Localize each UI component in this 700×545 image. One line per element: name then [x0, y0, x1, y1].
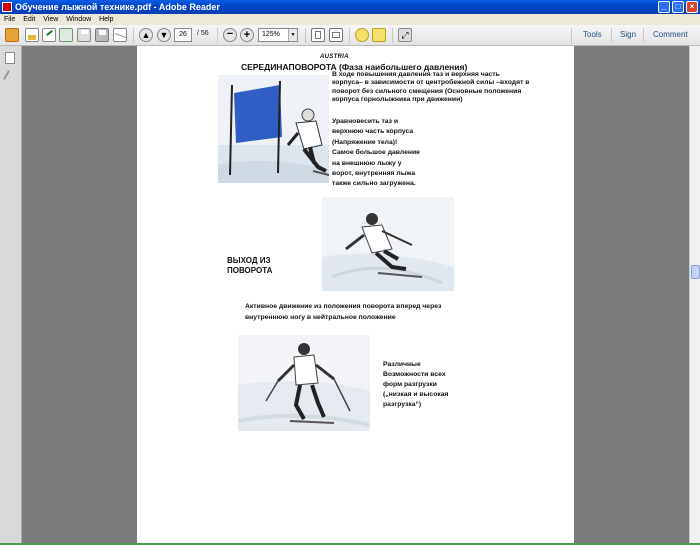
- skier-gate-photo: [218, 75, 329, 183]
- toolbar-separator: [611, 28, 612, 43]
- page-total: / 56: [197, 30, 209, 37]
- austria-logo-text: AUSTRIA: [320, 54, 349, 60]
- toolbar: [0, 25, 700, 46]
- attachments-icon[interactable]: [3, 70, 17, 84]
- zoom-out-icon[interactable]: −: [223, 28, 237, 42]
- toolbar-separator: [305, 28, 306, 43]
- app-icon: [2, 2, 12, 12]
- pdf-page: [137, 46, 574, 543]
- fit-page-icon[interactable]: [311, 28, 325, 42]
- zoom-in-icon[interactable]: +: [240, 28, 254, 42]
- highlight-icon[interactable]: [372, 28, 386, 42]
- window-title: Обучение лыжной технике.pdf - Adobe Reader: [15, 2, 220, 12]
- document-area: [22, 46, 689, 543]
- title-bar: [0, 0, 700, 14]
- scrollbar-thumb[interactable]: [691, 265, 700, 279]
- toolbar-separator: [571, 28, 572, 43]
- page-number-input[interactable]: 26: [174, 28, 192, 42]
- fit-width-icon[interactable]: [329, 28, 343, 42]
- toolbar-separator: [392, 28, 393, 43]
- menu-window[interactable]: Window: [66, 16, 92, 23]
- chevron-down-icon: ▼: [288, 29, 297, 41]
- menu-bar: [0, 14, 700, 25]
- save-icon[interactable]: [77, 28, 91, 42]
- comment-button[interactable]: Comment: [653, 30, 688, 39]
- gate-flag: [234, 85, 282, 143]
- tools-button[interactable]: Tools: [583, 30, 602, 39]
- edit-icon[interactable]: [42, 28, 56, 42]
- page-thumbnails-icon[interactable]: [5, 52, 15, 64]
- toolbar-separator: [643, 28, 644, 43]
- paragraph-balance: Уравновесить таз и верхнюю часть корпуса (Напряжение тела)! Самое большое давление на внешнюю лыжу у ворот, внутренняя лыжа также сильно загружена.: [332, 118, 420, 188]
- create-pdf-icon[interactable]: [5, 28, 19, 42]
- exit-turn-label: ВЫХОД ИЗ ПОВОРОТА: [227, 256, 273, 275]
- toolbar-separator: [217, 28, 218, 43]
- comment-bubble-icon[interactable]: [355, 28, 369, 42]
- close-button[interactable]: ×: [686, 1, 698, 13]
- zoom-value: 125%: [262, 31, 280, 38]
- zoom-select[interactable]: [258, 28, 298, 42]
- cloud-icon[interactable]: [59, 28, 73, 42]
- email-icon[interactable]: [113, 28, 127, 42]
- open-file-icon[interactable]: [25, 28, 39, 42]
- unweighting-note: Различные Возможности всех форм разгрузки („низкая и высокая разгрузка“): [383, 361, 449, 408]
- skier-turn-exit-photo: [322, 197, 454, 291]
- menu-view[interactable]: View: [43, 16, 59, 23]
- menu-file[interactable]: File: [4, 16, 16, 23]
- maximize-button[interactable]: □: [672, 1, 684, 13]
- sign-button[interactable]: Sign: [620, 30, 637, 39]
- next-page-icon[interactable]: ▼: [157, 28, 171, 42]
- toolbar-separator: [349, 28, 350, 43]
- print-icon[interactable]: [95, 28, 109, 42]
- skier-unweighting-photo: [238, 335, 370, 431]
- expand-icon[interactable]: ⤢: [398, 28, 412, 42]
- minimize-button[interactable]: _: [658, 1, 670, 13]
- menu-help[interactable]: Help: [99, 16, 114, 23]
- menu-edit[interactable]: Edit: [23, 16, 36, 23]
- navigation-pane: [0, 46, 22, 543]
- section-heading: СЕРЕДИНАПОВОРОТА (Фаза наибольшего давления): [241, 62, 468, 72]
- toolbar-separator: [133, 28, 134, 43]
- vertical-scrollbar[interactable]: [689, 46, 700, 543]
- photo-caption: Активное движение из положения поворота вперед через внутреннюю ногу в нейтральное положение: [245, 303, 442, 321]
- paragraph-pressure-phase: В ходе повышения давления таз и верхняя часть корпуса– в зависимости от центробежной силы –входят в поворот без сильного смещения (Основные положения корпуса горнолыжника при движении): [332, 71, 530, 103]
- previous-page-icon[interactable]: ▲: [139, 28, 153, 42]
